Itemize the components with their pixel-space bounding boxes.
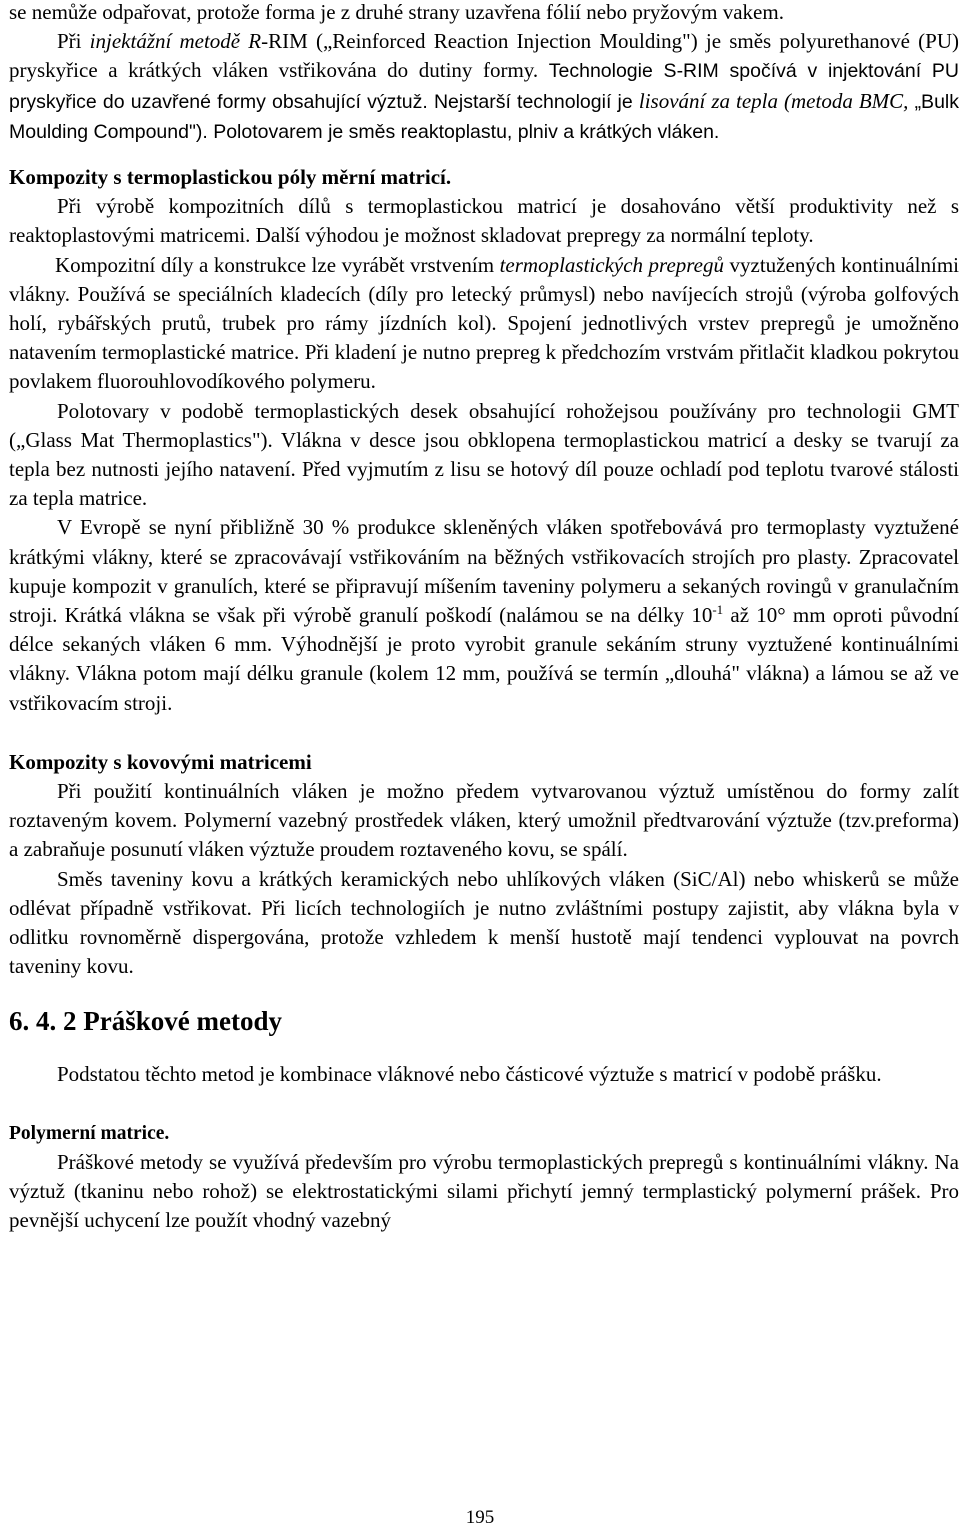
text-rim-intro: Při (57, 29, 90, 54)
text-prepregs-emphasis: termoplastických prepregů (499, 252, 724, 277)
paragraph-thermoplastic-productivity: Při výrobě kompozitních dílů s termoplastickou matricí je dosahováno větší produktivity než s reaktoplastovými matricemi. Další výhodou je možnost skladovat prepregy za normální teploty. (9, 194, 959, 248)
paragraph-powder-basis: Podstatou těchto metod je kombinace vláknové nebo částicové výztuže s matricí v podobě prášku. (57, 1061, 882, 1086)
text-exponent: -1 (712, 602, 724, 618)
document-page (9, 0, 959, 1236)
section-title-powder-methods: 6. 4. 2 Práškové metody (9, 1005, 282, 1036)
heading-metal-matrix: Kompozity s kovovými matricemi (9, 749, 312, 774)
paragraph-metal-continuous: Při použití kontinuálních vláken je možno předem vytvarovanou výztuž umístěnou do formy zalít roztaveným kovem. Polymerní vazebný prostředek vláken, který umožnil předtvarování výztuže (tzv.preforma) a zabraňuje posunutí vláken výztuže proudem roztaveného kovu, se spálí. (9, 779, 959, 862)
text-bmc-description: „Bulk Moulding Compound"). Polotovarem je směs reaktoplastu, plniv a krátkých vláken. (9, 90, 959, 143)
text-bmc-emphasis: lisování za tepla (metoda BMC, (638, 88, 909, 113)
text-rim-emphasis: injektážní metodě R (89, 29, 262, 54)
paragraph-continuation (9, 0, 959, 147)
text-srim-description: Technologie S-RIM spočívá v injektování PU pryskyřice do uzavřené formy obsahující výztuž. Nejstarší technologií je (9, 60, 959, 113)
heading-thermoplastic-matrix: Kompozity s termoplastickou póly měrní matricí. (9, 165, 452, 190)
text-continuation-line: se nemůže odpařovat, protože forma je z druhé strany uzavřena fólií nebo pryžovým vakem. (9, 0, 784, 24)
text-prepregs-intro: Kompozitní díly a konstrukce lze vyrábět vrstvením (55, 252, 500, 277)
text-prepregs-body: vyztužených kontinuálními vlákny. Používá se speciálních kladecích (díly pro letecký průmysl) nebo navíjecích strojů (výroba golfových holí, rybářských prutů, trubek pro rámy jízdních kol). Spojení jednotlivých vrstev prepregů je umožněno natavením termoplastické matrice. Při kladení je nutno prepreg k předchozím vrstvám přitlačit kladkou pokrytou povlakem fluorouhlovodíkového polymeru. (9, 252, 959, 394)
paragraph-metal-short-fibres: Směs taveniny kovu a krátkých keramických nebo uhlíkových vláken (SiC/Al) nebo whiskerů se může odlévat případně vstřikovat. Při licích technologiích je nutno zvláštními postupy zajistit, aby vlákna byla v odlitku rovnoměrně dispergována, protože vzhledem k menší hustotě mají tendenci vyplouvat na povrch taveniny kovu. (9, 866, 959, 979)
paragraph-gmt: Polotovary v podobě termoplastických desek obsahující rohožejsou používány pro technologii GMT („Glass Mat Thermoplastics"). Vlákna v desce jsou obklopena termoplastickou matricí a desky se tvarují za tepla bez nutnosti jejího natavení. Před vyjmutím z lisu se hotový díl pouze ochladí pod teplotu tvarové stálosti za tepla matrice. (9, 398, 959, 511)
heading-polymer-matrix: Polymerní matrice. (9, 1122, 170, 1144)
text-rim-description: -RIM („Reinforced Reaction Injection Moulding") je směs polyurethanové (PU) pryskyřice a krátkých vláken vstřikována do dutiny formy. (9, 29, 959, 83)
paragraph-europe-glass-fibres (9, 513, 959, 717)
text-europe-part2: až 10° mm oproti původní délce sekaných vláken 6 mm. Výhodnější je proto vyrobit granule sekáním struny vyztužené kontinuálními vlákny. Vlákna potom mají délku granule (kolem 12 mm, používá se termín „dlouhá" vlákna) a lámou se až ve vstřikovacím stroji. (9, 603, 959, 715)
paragraph-powder-prepregs: Práškové metody se využívá především pro výrobu termoplastických prepregů s kontinuálními vlákny. Na výztuž (tkaninu nebo rohož) se elektrostatickými silami přichytí jemný termplastický polymerní prášek. Pro pevnější uchycení lze použít vhodný vazebný (9, 1149, 959, 1233)
page-number: 195 (465, 1507, 495, 1528)
paragraph-thermoplastic-prepregs (9, 251, 959, 397)
text-europe-part1: V Evropě se nyní přibližně 30 % produkce skleněných vláken spotřebovává pro termoplasty vyztužené krátkými vlákny, které se zpracovávají vstřikováním na běžných vstřikovacích strojích pro plasty. Zpracovatel kupuje kompozit v granulích, které se připravují míšením taveniny polymeru a sekaných rovingů v granulačním stroji. Krátká vlákna se však při výrobě granulí poškodí (nalámou se na délky 10 (9, 515, 959, 628)
